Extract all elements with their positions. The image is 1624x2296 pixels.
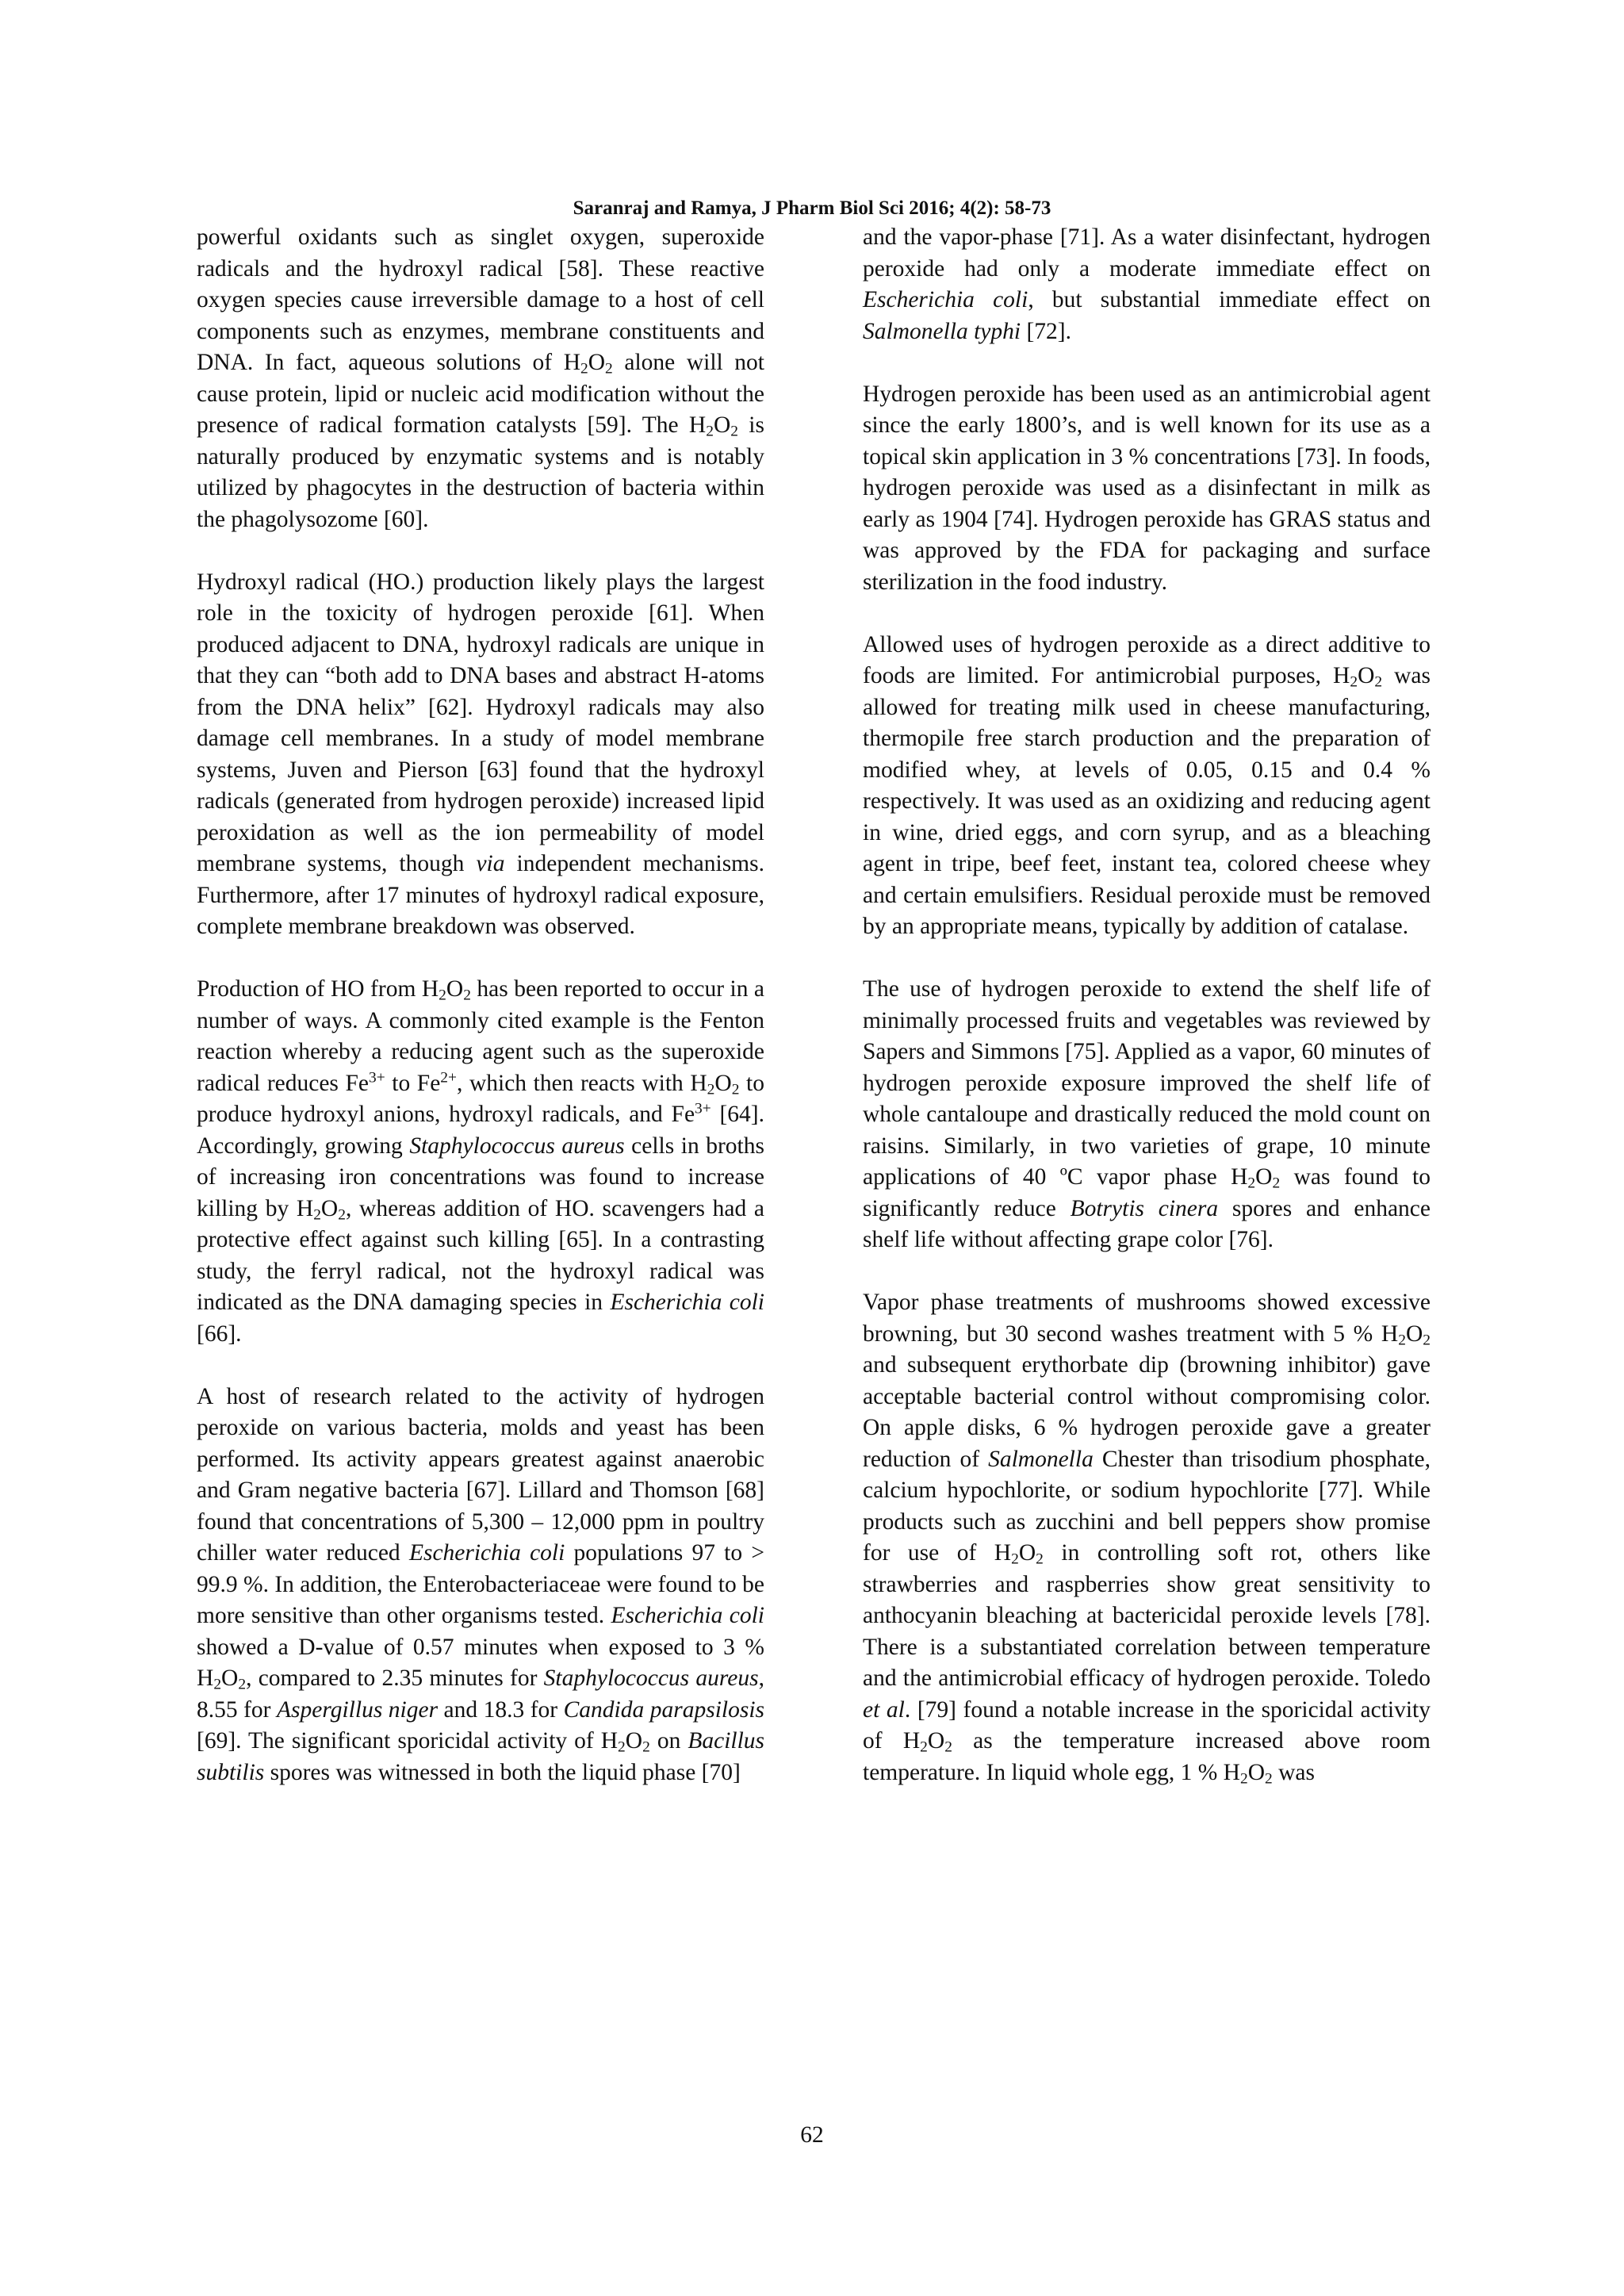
running-header: Saranraj and Ramya, J Pharm Biol Sci 2016; 4(2): 58-73: [573, 197, 1051, 219]
paragraph: Allowed uses of hydrogen peroxide as a direct additive to foods are limited. For antimicrobial purposes, $H_2O_2$ was allowed for treating milk used in cheese manufacturing, thermopile free starch production and the preparation of modified whey, at levels of 0.05, 0.15 and 0.4 % respectively. It was used as an oxidizing and reducing agent in wine, dried eggs, and corn syrup, and as a bleaching agent in tripe, beef feet, instant tea, colored cheese whey and certain emulsifiers. Residual peroxide must be removed by an appropriate means, typically by addition of catalase.: [863, 631, 1431, 939]
paragraph: A host of research related to the activity of hydrogen peroxide on various bacteria, molds and yeast has been performed. Its activity appears greatest against anaerobic and Gram negative bacteria [67]. Lillard and Thomson [68] found that concentrations of 5,300 – 12,000 ppm in poultry chiller water reduced Escherichia coli populations 97 to > 99.9 %. In addition, the Enterobacteriaceae were found to be more sensitive than other organisms tested. Escherichia coli showed a D-value of 0.57 minutes when exposed to 3 % $H_2O_2$, compared to 2.35 minutes for Staphylococcus aureus, 8.55 for Aspergillus niger and 18.3 for Candida parapsilosis [69]. The significant sporicidal activity of $H_2O_2$ on Bacillus subtilis spores was witnessed in both the liquid phase [70]: [197, 1383, 765, 1785]
paragraph: The use of hydrogen peroxide to extend the shelf life of minimally processed fruits and vegetables was reviewed by Sapers and Simmons [75]. Applied as a vapor, 60 minutes of hydrogen peroxide exposure improved the shelf life of whole cantaloupe and drastically reduced the mold count on raisins. Similarly, in two varieties of grape, 10 minute applications of 40 ºC vapor phase $H_2O_2$ was found to significantly reduce Botrytis cinera spores and enhance shelf life without affecting grape color [76].: [863, 976, 1431, 1252]
right-column: [863, 222, 1431, 1788]
left-column: [197, 222, 764, 1788]
paragraph: and the vapor-phase [71]. As a water disinfectant, hydrogen peroxide had only a moderate immediate effect on Escherichia coli, but substantial immediate effect on Salmonella typhi [72].: [863, 224, 1431, 344]
paragraph: powerful oxidants such as singlet oxygen, superoxide radicals and the hydroxyl radical [58]. These reactive oxygen species cause irreversible damage to a host of cell components such as enzymes, membrane constituents and DNA. In fact, aqueous solutions of $H_2O_2$ alone will not cause protein, lipid or nucleic acid modification without the presence of radical formation catalysts [59]. The $H_2O_2$ is naturally produced by enzymatic systems and is notably utilized by phagocytes in the destruction of bacteria within the phagolysozome [60].: [197, 224, 764, 532]
paragraph: Hydroxyl radical (HO.) production likely plays the largest role in the toxicity of hydrogen peroxide [61]. When produced adjacent to DNA, hydroxyl radicals are unique in that they can “both add to DNA bases and abstract H-atoms from the DNA helix” [62]. Hydroxyl radicals may also damage cell membranes. In a study of model membrane systems, Juven and Pierson [63] found that the hydroxyl radicals (generated from hydrogen peroxide) increased lipid peroxidation as well as the ion permeability of model membrane systems, though via independent mechanisms. Furthermore, after 17 minutes of hydroxyl radical exposure, complete membrane breakdown was observed.: [197, 569, 764, 939]
paragraph: Vapor phase treatments of mushrooms showed excessive browning, but 30 second washes treatment with 5 % $H_2O_2$ and subsequent erythorbate dip (browning inhibitor) gave acceptable bacterial control without compromising color. On apple disks, 6 % hydrogen peroxide gave a greater reduction of Salmonella Chester than trisodium phosphate, calcium hypochlorite, or sodium hypochlorite [77]. While products such as zucchini and bell peppers show promise for use of $H_2O_2$ in controlling soft rot, others like strawberries and raspberries show great sensitivity to anthocyanin bleaching at bactericidal peroxide levels [78]. There is a substantiated correlation between temperature and the antimicrobial efficacy of hydrogen peroxide. Toledo et al. [79] found a notable increase in the sporicidal activity of $H_2O_2$ as the temperature increased above room temperature. In liquid whole egg, 1 % $H_2O_2$ was: [863, 1290, 1431, 1787]
paragraph: Hydrogen peroxide has been used as an antimicrobial agent since the early 1800’s, and is well known for its use as a topical skin application in 3 % concentrations [73]. In foods, hydrogen peroxide was used as a disinfectant in milk as early as 1904 [74]. Hydrogen peroxide has GRAS status and was approved by the FDA for packaging and surface sterilization in the food industry.: [863, 381, 1431, 595]
page-number: 62: [800, 2122, 824, 2148]
paragraph: Production of HO from $H_2O_2$ has been reported to occur in a number of ways. A commonly cited example is the Fenton reaction whereby a reducing agent such as the superoxide radical reduces $Fe^{3+}$ to $Fe^{2+}$, which then reacts with $H_2O_2$ to produce hydroxyl anions, hydroxyl radicals, and $Fe^{3+}$ [64]. Accordingly, growing Staphylococcus aureus cells in broths of increasing iron concentrations was found to increase killing by $H_2O_2$, whereas addition of HO. scavengers had a protective effect against such killing [65]. In a contrasting study, the ferryl radical, not the hydroxyl radical was indicated as the DNA damaging species in Escherichia coli [66].: [197, 976, 765, 1347]
